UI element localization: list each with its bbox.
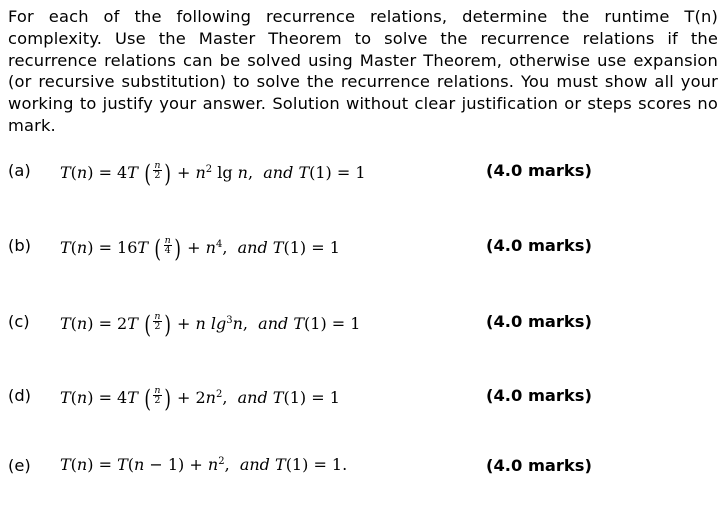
marks-label: (4.0 marks) [486, 236, 592, 255]
question-label: (a) [8, 161, 31, 180]
recurrence-equation: T(n) = 16T ( $\frac{n}{4}$ ) + $n^4$, and T(1) = 1 [60, 235, 340, 263]
marks-label: (4.0 marks) [486, 386, 592, 405]
question-c [0, 312, 727, 352]
marks-label: (4.0 marks) [486, 161, 592, 180]
question-e [0, 456, 727, 496]
question-label: (e) [8, 456, 31, 475]
recurrence-equation: $T(n) = T(n - 1) + n^2$, and T(1) = 1. [60, 455, 348, 474]
question-a [0, 161, 727, 201]
marks-label: (4.0 marks) [486, 456, 592, 475]
marks-label: (4.0 marks) [486, 312, 592, 331]
question-d [0, 386, 727, 426]
recurrence-equation: T(n) = 4T ( $\frac{n}{2}$ ) + $n^2$ lg n, and T(1) = 1 [60, 160, 366, 188]
question-label: (d) [8, 386, 32, 405]
recurrence-equation: T(n) = 4T ( $\frac{n}{2}$ ) + $2n^2$, and T(1) = 1 [60, 385, 340, 413]
question-label: (b) [8, 236, 32, 255]
recurrence-equation: T(n) = 2T ( $\frac{n}{2}$ ) + n $\lg^3n$, and T(1) = 1 [60, 311, 361, 339]
instructions-paragraph: For each of the following recurrence relations, determine the runtime T(n) complexity. Use the Master Theorem to solve the recurrence relations if the recurrence relations can be solved using Master Theorem, otherwise use expansion (or recursive substitution) to solve the recurrence relations. You must show all your working to justify your answer. Solution without clear justification or steps scores no mark. [8, 7, 718, 135]
question-b [0, 236, 727, 276]
question-label: (c) [8, 312, 30, 331]
